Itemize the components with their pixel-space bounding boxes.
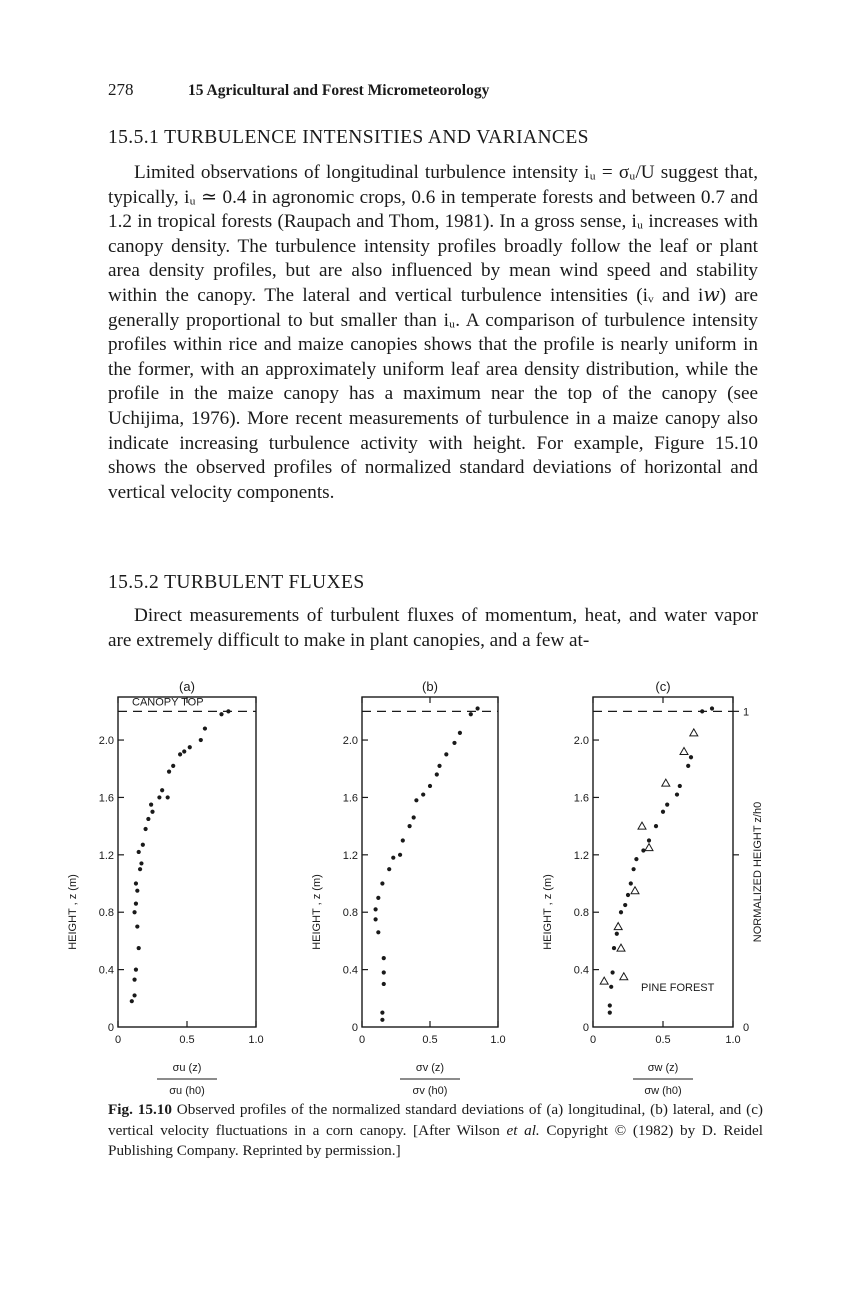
data-point (435, 772, 439, 776)
data-point (137, 946, 141, 950)
data-point (608, 1003, 612, 1007)
data-point (132, 978, 136, 982)
data-point (134, 968, 138, 972)
y-tick-label: 0.4 (342, 964, 358, 977)
data-point (634, 857, 638, 861)
plot-frame (593, 697, 733, 1027)
x-tick-label: 0 (589, 1034, 597, 1046)
data-point (678, 784, 682, 788)
data-point (376, 930, 380, 934)
x-label-numerator: σv (z) (415, 1062, 445, 1074)
data-point-triangle (620, 973, 628, 980)
page-header (108, 80, 758, 100)
pine-forest-label: PINE FOREST (641, 982, 715, 995)
data-point (661, 810, 665, 814)
data-point (632, 867, 636, 871)
panel-label: (a) (179, 679, 195, 694)
x-tick-label: 1.0 (725, 1034, 741, 1046)
data-point (458, 731, 462, 735)
data-point (135, 924, 139, 928)
data-point (149, 803, 153, 807)
y-tick-label: 1.2 (342, 849, 358, 862)
section-body-2: Direct measurements of turbulent fluxes of momentum, heat, and water vapor are extremely difficult to make in plant canopies, and a few at- (108, 605, 758, 651)
data-point (444, 752, 448, 756)
canopy-top-label: CANOPY TOP (132, 696, 204, 709)
data-point (428, 784, 432, 788)
page-number: 278 (108, 80, 134, 99)
data-point (178, 752, 182, 756)
data-point (130, 999, 134, 1003)
data-point-triangle (645, 844, 653, 851)
data-point (132, 910, 136, 914)
data-point-triangle (631, 887, 639, 894)
y-tick-label: 1.6 (342, 792, 358, 805)
data-point (382, 956, 386, 960)
right-axis-label: NORMALIZED HEIGHT z/h0 (752, 801, 764, 943)
data-point (137, 850, 141, 854)
data-point (408, 824, 412, 828)
data-point (171, 764, 175, 768)
running-title: 15 Agricultural and Forest Micrometeorology (188, 82, 490, 99)
data-point-triangle (617, 944, 625, 951)
data-point (401, 838, 405, 842)
y-tick-label: 0.8 (342, 907, 358, 920)
data-point (615, 932, 619, 936)
right-tick-label-top: 1 (743, 706, 750, 719)
data-point (203, 726, 207, 730)
data-point (619, 910, 623, 914)
data-point (132, 993, 136, 997)
data-point (199, 738, 203, 742)
data-point (437, 764, 441, 768)
data-point (626, 893, 630, 897)
y-tick-label: 0.4 (573, 964, 589, 977)
data-point (686, 764, 690, 768)
y-tick-label: 1.6 (98, 792, 114, 805)
panel-label: (b) (422, 679, 438, 694)
data-point (160, 788, 164, 792)
data-point (141, 843, 145, 847)
plot-frame (362, 697, 498, 1027)
y-axis-label: HEIGHT , z (m) (311, 874, 323, 950)
data-point-triangle (680, 748, 688, 755)
data-point-triangle (638, 822, 646, 829)
data-point (376, 896, 380, 900)
y-tick-label: 0 (107, 1022, 114, 1034)
data-point (452, 741, 456, 745)
data-point (623, 903, 627, 907)
x-tick-label: 0.5 (655, 1034, 671, 1046)
data-point (398, 853, 402, 857)
y-tick-label: 0.4 (98, 964, 114, 977)
data-point (219, 712, 223, 716)
figure-caption: Fig. 15.10 Observed profiles of the normalized standard deviations of (a) longitudinal, (b) lateral, and (c) vertical velocity fluctuations in a corn canopy. [After Wilson et al. Copyright © (1982) by D. Reidel Publishing Company. Reprinted by permission.] (108, 1101, 763, 1159)
y-tick-label: 0.8 (98, 907, 114, 920)
y-tick-label: 2.0 (573, 735, 589, 748)
x-tick-label: 0.5 (179, 1034, 195, 1046)
data-point (188, 745, 192, 749)
data-point (226, 709, 230, 713)
data-point (166, 795, 170, 799)
data-point (647, 838, 651, 842)
data-point-triangle (614, 923, 622, 930)
section-body-1: Limited observations of longitudinal turbulence intensity iᵤ = σᵤ/U suggest that, typically, iᵤ ≃ 0.4 in agronomic crops, 0.6 in temperate forests and between 0.7 and 1.2 in tropical forests (Raupach and Thom, 1981). In a gross sense, iᵤ increases with canopy density. The turbulence intensity profiles broadly follow the leaf or plant area density profiles, but are also influenced by mean wind speed and stability within the canopy. The lateral and vertical turbulence intensities (iᵥ and i𝑤) are generally proportional to but smaller than iᵤ. A comparison of turbulence intensity profiles within rice and maize canopies shows that the profile is nearly uniform in the former, with an approximately uniform leaf area density distribution, while the profile in the maize canopy has a maximum near the top of the canopy (see Uchijima, 1976). More recent measurements of turbulence in a maize canopy also indicate increasing turbulence activity with height. For example, Figure 15.10 shows the observed profiles of normalized standard deviations of horizontal and vertical velocity components. (108, 162, 758, 503)
data-point (157, 795, 161, 799)
y-tick-label: 1.2 (98, 849, 114, 862)
data-point (391, 856, 395, 860)
data-point (421, 792, 425, 796)
x-tick-label: 0.5 (422, 1034, 438, 1046)
data-point (689, 755, 693, 759)
data-point (146, 817, 150, 821)
data-point (380, 1018, 384, 1022)
y-axis-label: HEIGHT , z (m) (542, 874, 554, 950)
plot-frame (118, 697, 256, 1027)
data-point (629, 881, 633, 885)
x-label-numerator: σu (z) (172, 1062, 202, 1074)
x-tick-label: 0 (358, 1034, 366, 1046)
data-point (139, 861, 143, 865)
y-tick-label: 0 (351, 1022, 358, 1034)
data-point-triangle (600, 977, 608, 984)
data-point (387, 867, 391, 871)
data-point (608, 1011, 612, 1015)
y-tick-label: 2.0 (342, 735, 358, 748)
data-point (380, 881, 384, 885)
data-point (412, 815, 416, 819)
y-tick-label: 1.2 (573, 849, 589, 862)
data-point-triangle (690, 729, 698, 736)
data-point (134, 881, 138, 885)
data-point (414, 798, 418, 802)
data-point (150, 810, 154, 814)
y-tick-label: 0 (582, 1022, 589, 1034)
data-point (134, 902, 138, 906)
x-label-denominator: σu (h0) (169, 1085, 205, 1097)
figure-15-10 (60, 675, 800, 1105)
data-point (382, 970, 386, 974)
data-point (135, 889, 139, 893)
x-label-denominator: σw (h0) (644, 1085, 682, 1097)
data-point (374, 907, 378, 911)
y-tick-label: 1.6 (573, 792, 589, 805)
data-point-triangle (662, 779, 670, 786)
data-point (675, 792, 679, 796)
data-point (469, 712, 473, 716)
figure-svg (60, 675, 800, 1105)
data-point (665, 803, 669, 807)
section-heading-2: 15.5.2 TURBULENT FLUXES (108, 572, 365, 593)
data-point (700, 709, 704, 713)
y-axis-label: HEIGHT , z (m) (67, 874, 79, 950)
data-point (382, 982, 386, 986)
data-point (611, 970, 615, 974)
data-point (380, 1011, 384, 1015)
x-label-numerator: σw (z) (647, 1062, 679, 1074)
x-tick-label: 1.0 (490, 1034, 506, 1046)
data-point (476, 706, 480, 710)
data-point (167, 770, 171, 774)
panel-label: (c) (655, 679, 671, 694)
x-tick-label: 0 (114, 1034, 122, 1046)
caption-label: Fig. 15.10 (108, 1101, 172, 1118)
data-point (138, 867, 142, 871)
data-point (182, 749, 186, 753)
data-point (710, 706, 714, 710)
x-label-denominator: σv (h0) (412, 1085, 448, 1097)
x-tick-label: 1.0 (248, 1034, 264, 1046)
y-tick-label: 0.8 (573, 907, 589, 920)
data-point (654, 824, 658, 828)
data-point (374, 917, 378, 921)
data-point (612, 946, 616, 950)
data-point (609, 985, 613, 989)
data-point (144, 827, 148, 831)
section-heading-1: 15.5.1 TURBULENCE INTENSITIES AND VARIANCES (108, 127, 589, 148)
right-tick-label-bottom: 0 (743, 1022, 750, 1034)
y-tick-label: 2.0 (98, 735, 114, 748)
